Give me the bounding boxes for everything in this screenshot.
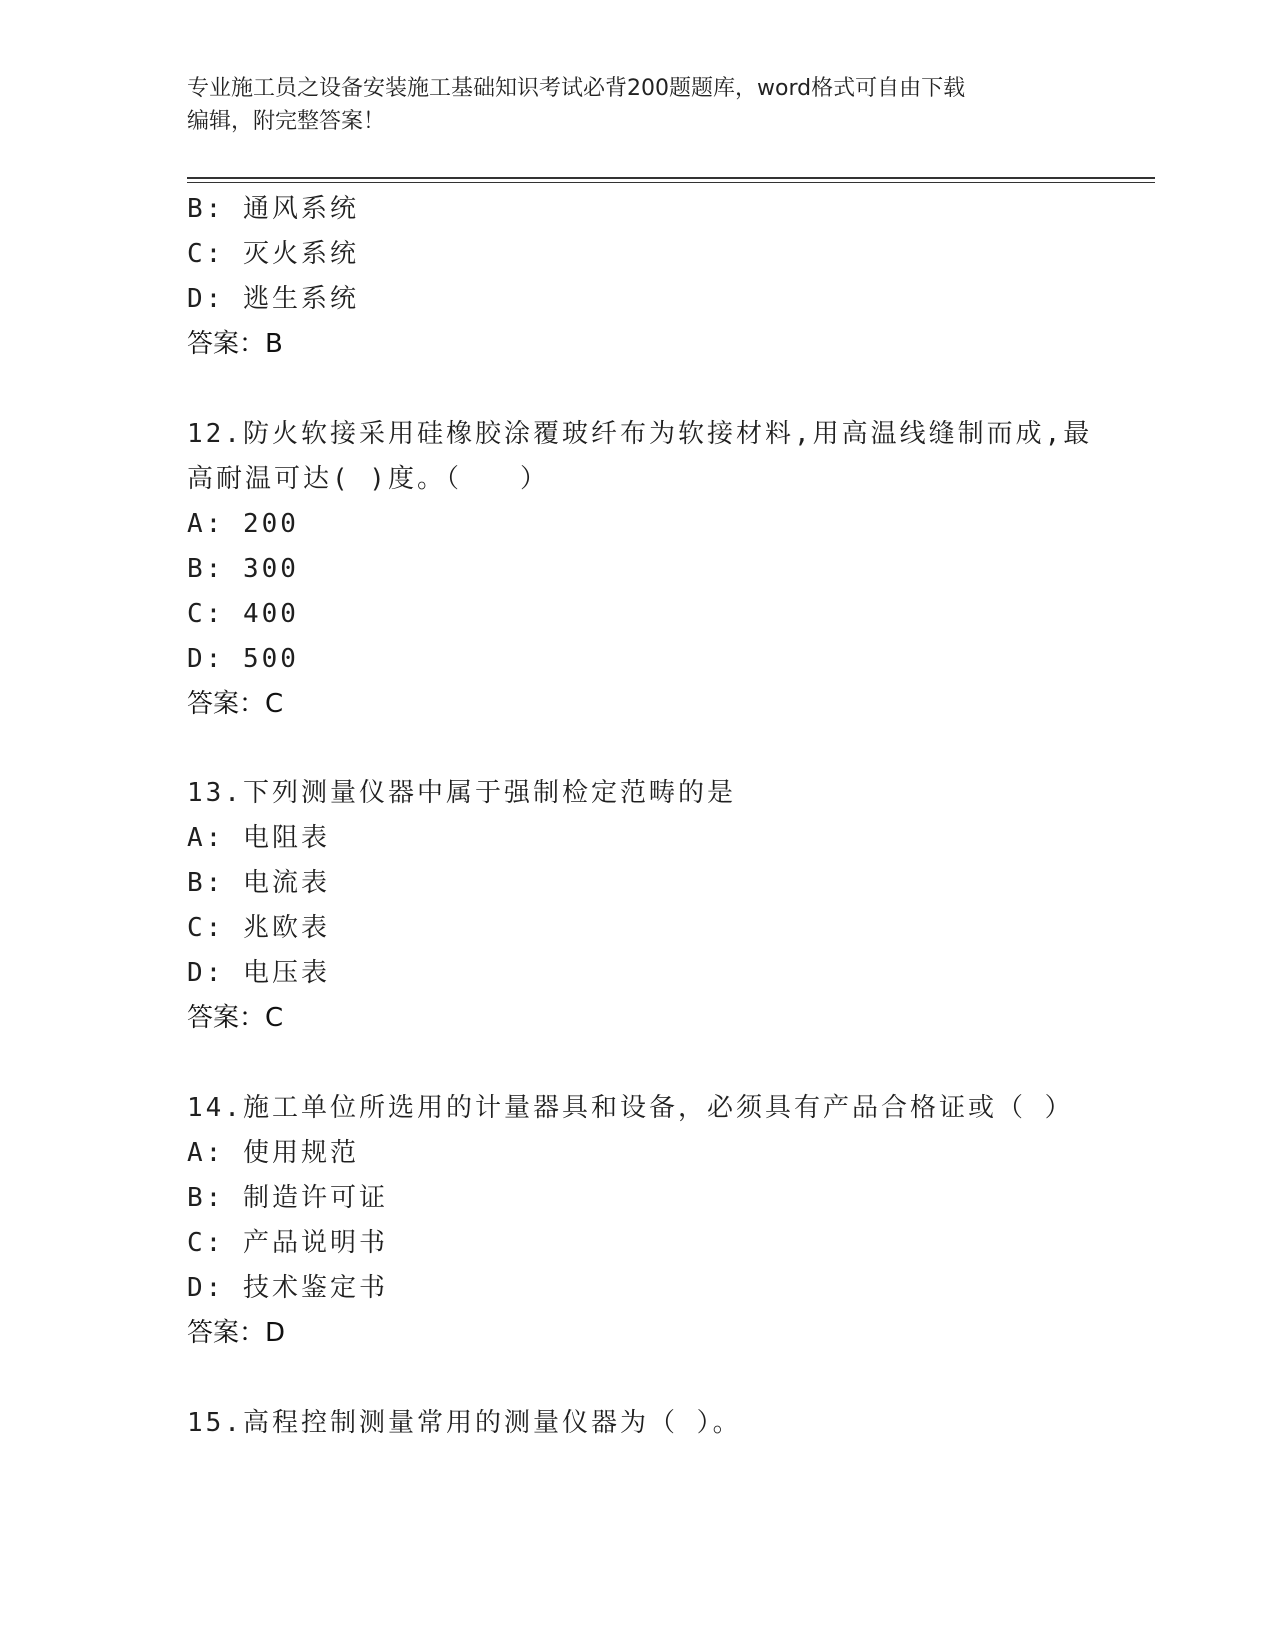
header-title-line-1: 专业施工员之设备安装施工基础知识考试必背200题题库，word格式可自由下载 — [187, 76, 966, 101]
q12-answer: 答案：C — [187, 689, 284, 719]
q12-stem-line-1: 12.防火软接采用硅橡胶涂覆玻纤布为软接材料,用高温线缝制而成,最 — [187, 419, 1093, 449]
q14-option-b: B: 制造许可证 — [187, 1183, 388, 1213]
header-divider-thick — [187, 177, 1155, 179]
header-title-line-2: 编辑，附完整答案！ — [187, 109, 386, 134]
q14-option-c: C: 产品说明书 — [187, 1228, 388, 1258]
q13-stem: 13.下列测量仪器中属于强制检定范畴的是 — [187, 778, 736, 808]
q13-option-b: B: 电流表 — [187, 868, 330, 898]
q15-stem: 15.高程控制测量常用的测量仪器为（ ）。 — [187, 1408, 742, 1438]
q13-option-c: C: 兆欧表 — [187, 913, 330, 943]
q14-stem: 14.施工单位所选用的计量器具和设备，必须具有产品合格证或（ ） — [187, 1093, 1074, 1123]
q12-stem-line-2: 高耐温可达( )度。（ ） — [187, 464, 549, 494]
q14-option-a: A: 使用规范 — [187, 1138, 359, 1168]
q11-answer: 答案：B — [187, 329, 283, 359]
q13-option-a: A: 电阻表 — [187, 823, 330, 853]
q14-option-d: D: 技术鉴定书 — [187, 1273, 388, 1303]
header-divider-thin — [187, 182, 1155, 183]
q14-answer: 答案：D — [187, 1318, 286, 1348]
q11-option-d: D: 逃生系统 — [187, 284, 359, 314]
q12-option-a: A: 200 — [187, 509, 299, 539]
q12-option-b: B: 300 — [187, 554, 299, 584]
document-header — [187, 72, 1087, 138]
q11-option-b: B: 通风系统 — [187, 194, 359, 224]
q13-answer: 答案：C — [187, 1003, 284, 1033]
q13-option-d: D: 电压表 — [187, 958, 330, 988]
q12-option-d: D: 500 — [187, 644, 299, 674]
q11-option-c: C: 灭火系统 — [187, 239, 359, 269]
q12-option-c: C: 400 — [187, 599, 299, 629]
